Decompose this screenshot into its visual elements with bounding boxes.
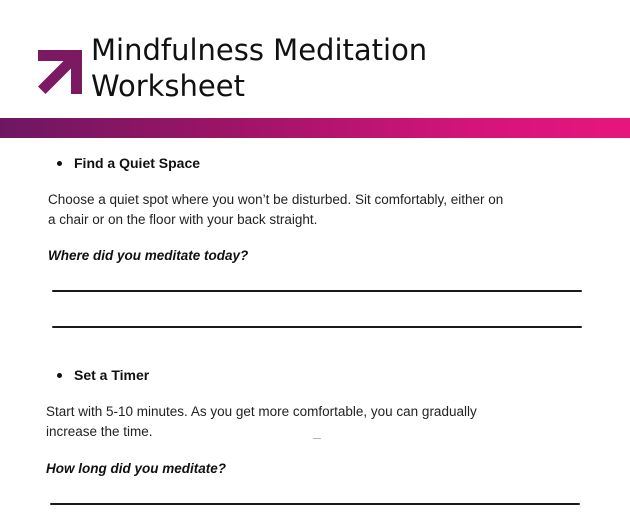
prompt-how-long-meditate: How long did you meditate?	[46, 461, 226, 476]
prompt-where-meditate: Where did you meditate today?	[48, 248, 249, 263]
answer-line[interactable]	[52, 326, 582, 328]
answer-line[interactable]	[50, 503, 580, 505]
stray-mark	[313, 438, 321, 439]
body-line: increase the time.	[46, 424, 153, 439]
bullet-icon	[57, 373, 62, 378]
section-heading-set-timer	[57, 366, 149, 384]
body-line: Start with 5-10 minutes. As you get more comfortable, you can gradually	[46, 404, 477, 419]
section-heading-label: Set a Timer	[74, 367, 150, 383]
title-line-1: Mindfulness Meditation	[91, 33, 428, 67]
bullet-icon	[57, 161, 62, 166]
gradient-banner	[0, 118, 630, 138]
body-line: a chair or on the floor with your back straight.	[48, 212, 318, 227]
section-heading-quiet-space	[57, 154, 200, 172]
body-line: Choose a quiet spot where you won’t be disturbed. Sit comfortably, either on	[48, 192, 504, 207]
section-body-quiet-space	[48, 190, 503, 230]
worksheet-header	[0, 0, 630, 118]
section-heading-label: Find a Quiet Space	[74, 155, 201, 171]
diagonal-arrow-icon	[34, 46, 86, 98]
title-line-2: Worksheet	[91, 69, 245, 103]
page-title	[91, 32, 571, 104]
answer-line[interactable]	[52, 290, 582, 292]
section-body-set-timer	[46, 402, 477, 442]
